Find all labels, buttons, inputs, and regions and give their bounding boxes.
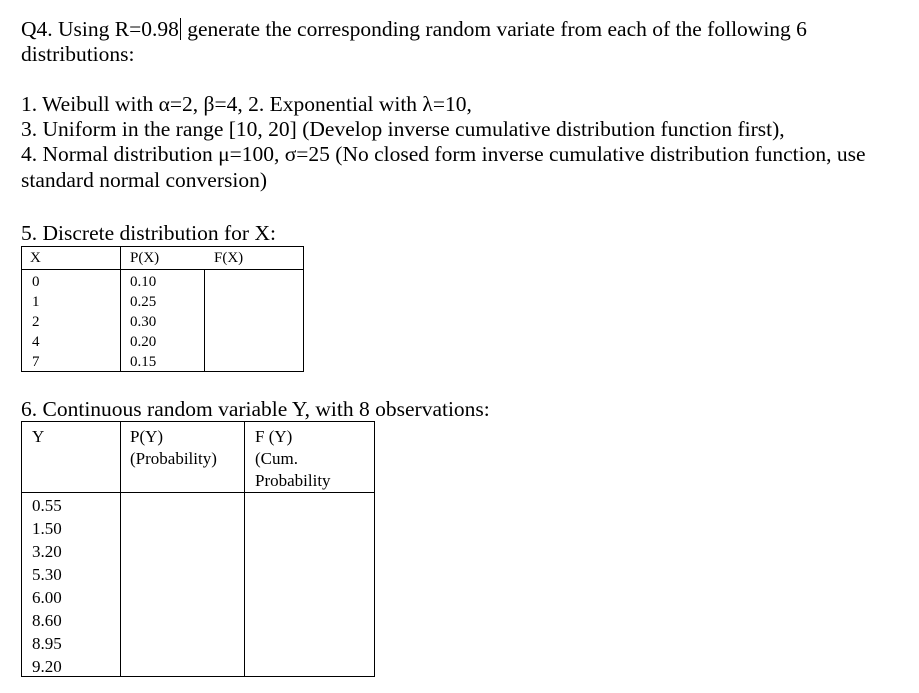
continuous-y-cell: 8.95 <box>32 634 62 653</box>
continuous-header-fy-line1: F (Y) <box>255 427 293 446</box>
discrete-table <box>21 246 304 372</box>
discrete-header-x: X <box>30 250 41 266</box>
continuous-y-cell: 5.30 <box>32 565 62 584</box>
question-prefix: Q4. Using R=0.98 <box>21 17 179 41</box>
question-line-2: distributions: <box>21 42 135 66</box>
item-weibull-exponential: 1. Weibull with α=2, β=4, 2. Exponential with λ=10, <box>21 92 472 116</box>
continuous-y-cell: 9.20 <box>32 657 62 676</box>
discrete-p-cell: 0.10 <box>130 274 157 290</box>
continuous-y-cell: 0.55 <box>32 496 62 515</box>
item-uniform: 3. Uniform in the range [10, 20] (Develop inverse cumulative distribution function first), <box>21 117 785 141</box>
continuous-header-fy-line2: (Cum. <box>255 449 298 468</box>
question-suffix: generate the corresponding random variate from each of the following 6 <box>181 17 807 41</box>
discrete-x-cell: 2 <box>32 314 40 330</box>
discrete-p-cell: 0.30 <box>130 314 157 330</box>
continuous-header-fy-line3: Probability <box>255 471 331 490</box>
discrete-x-cell: 7 <box>32 354 40 370</box>
discrete-column-divider <box>204 269 205 371</box>
continuous-header-y: Y <box>32 427 45 446</box>
continuous-header-py-line2: (Probability) <box>130 449 217 468</box>
item-normal-continued: standard normal conversion) <box>21 168 267 192</box>
discrete-column-divider <box>120 247 121 371</box>
continuous-table <box>21 421 375 677</box>
continuous-column-divider <box>120 422 121 676</box>
continuous-header-py-line1: P(Y) <box>130 427 164 446</box>
continuous-title: 6. Continuous random variable Y, with 8 observations: <box>21 397 490 421</box>
discrete-title: 5. Discrete distribution for X: <box>21 221 276 245</box>
continuous-y-cell: 3.20 <box>32 542 62 561</box>
discrete-p-cell: 0.15 <box>130 354 157 370</box>
discrete-x-cell: 0 <box>32 274 40 290</box>
continuous-y-cell: 6.00 <box>32 588 62 607</box>
discrete-header-row <box>22 247 303 270</box>
discrete-header-px: P(X) <box>130 250 160 266</box>
question-line-1 <box>21 17 807 42</box>
continuous-y-cell: 1.50 <box>32 519 62 538</box>
discrete-x-cell: 1 <box>32 294 40 310</box>
continuous-y-cell: 8.60 <box>32 611 62 630</box>
discrete-p-cell: 0.20 <box>130 334 157 350</box>
discrete-p-cell: 0.25 <box>130 294 157 310</box>
text-cursor <box>180 18 181 40</box>
discrete-x-cell: 4 <box>32 334 40 350</box>
item-normal: 4. Normal distribution μ=100, σ=25 (No closed form inverse cumulative distribution function, use <box>21 142 866 166</box>
continuous-column-divider <box>244 422 245 676</box>
discrete-header-fx: F(X) <box>214 250 244 266</box>
